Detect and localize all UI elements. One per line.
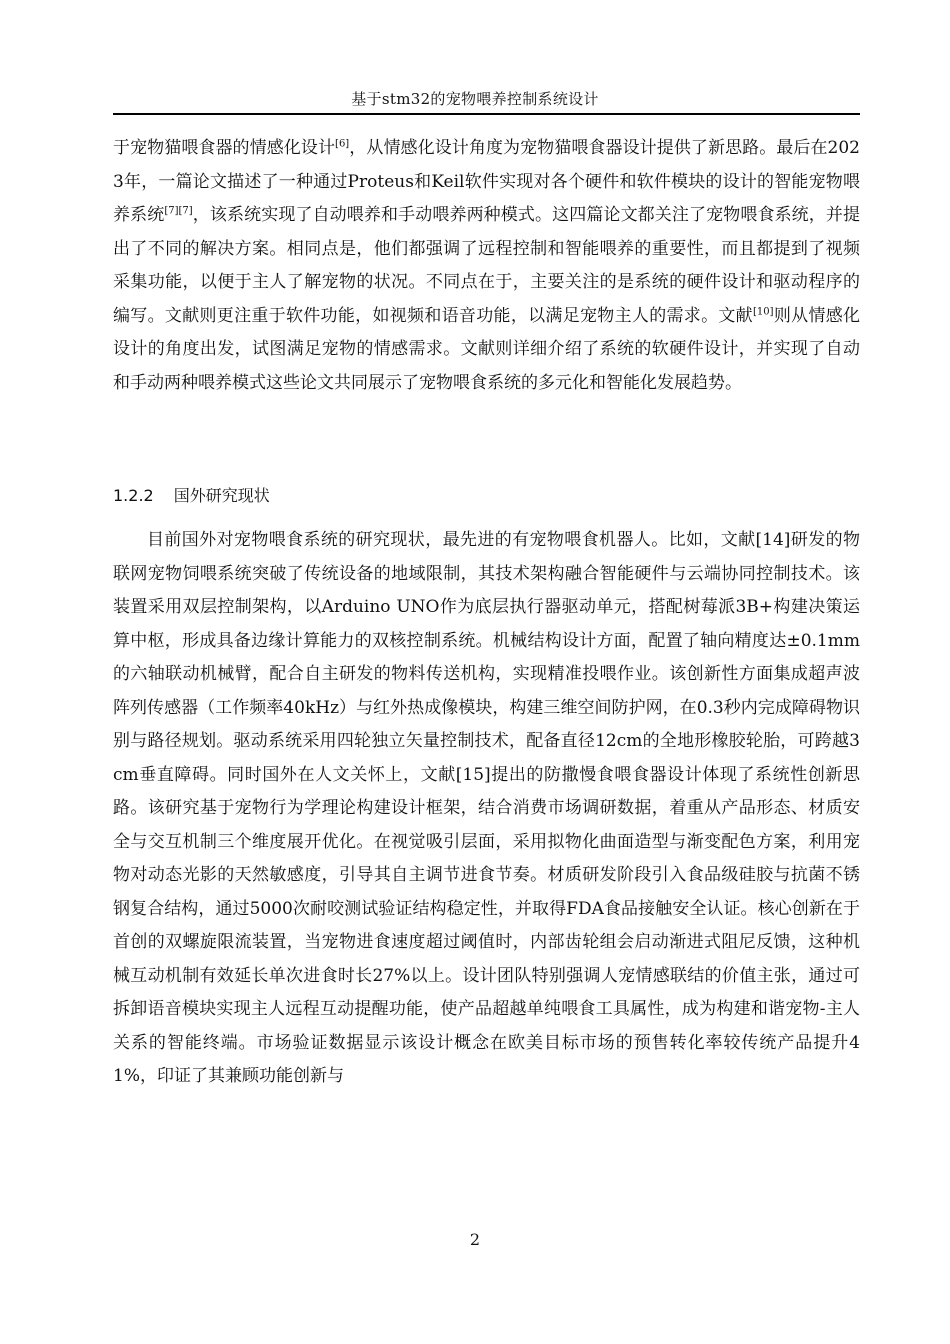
section-heading: [113, 484, 860, 508]
section-title: 国外研究现状: [173, 486, 270, 505]
paragraph-1-text-a: 于宠物猫喂食器的情感化设计: [113, 138, 336, 158]
section-number: 1.2.2: [113, 486, 154, 505]
paragraph-1-text-c: ，该系统实现了自动喂养和手动喂养两种模式。这四篇论文都关注了宠物喂食系统，并提出了不同的解决方案。相同点是，他们都强调了远程控制和智能喂养的重要性，而且都提到了视频采集功能，以便于主人了解宠物的状况。不同点在于，主要关注的是系统的硬件设计和驱动程序的编写。文献则更注重于软件功能，如视频和语音功能，以满足宠物主人的需求。文献: [113, 205, 861, 326]
page-header-title: 基于stm32的宠物喂养控制系统设计: [351, 90, 599, 108]
paragraph-foreign-research: [113, 524, 860, 1094]
citation-10: [10]: [752, 305, 774, 317]
paragraph-1-text-d: 则从情感化设计的角度出发，试图满足宠物的情感需求。文献则详细介绍了系统的软硬件设计，并实现了自动和手动两种喂养模式这些论文共同展示了宠物喂食系统的多元化和智能化发展趋势。: [113, 305, 860, 393]
page-number: 2: [469, 1230, 481, 1249]
paragraph-2-text: 目前国外对宠物喂食系统的研究现状，最先进的有宠物喂食机器人。比如，文献[14]研发的物联网宠物饲喂系统突破了传统设备的地域限制，其技术架构融合智能硬件与云端协同控制技术。该装置采用双层控制架构，以Arduino UNO作为底层执行器驱动单元，搭配树莓派3B+构建决策运算中枢，形成具备边缘计算能力的双核控制系统。机械结构设计方面，配置了轴向精度达±0.1mm的六轴联动机械臂，配合自主研发的物料传送机构，实现精准投喂作业。该创新性方面集成超声波阵列传感器（工作频率40kHz）与红外热成像模块，构建三维空间防护网，在0.3秒内完成障碍物识别与路径规划。驱动系统采用四轮独立矢量控制技术，配备直径12cm的全地形橡胶轮胎，可跨越3cm垂直障碍。同时国外在人文关怀上，文献[15]提出的防撒慢食喂食器设计体现了系统性创新思路。该研究基于宠物行为学理论构建设计框架，结合消费市场调研数据，着重从产品形态、材质安全与交互机制三个维度展开优化。在视觉吸引层面，采用拟物化曲面造型与渐变配色方案，利用宠物对动态光影的天然敏感度，引导其自主调节进食节奏。材质研发阶段引入食品级硅胶与抗菌不锈钢复合结构，通过5000次耐咬测试验证结构稳定性，并取得FDA食品接触安全认证。核心创新在于首创的双螺旋限流装置，当宠物进食速度超过阈值时，内部齿轮组会启动渐进式阻尼反馈，这种机械互动机制有效延长单次进食时长27%以上。设计团队特别强调人宠情感联结的价值主张，通过可拆卸语音模块实现主人远程互动提醒功能，使产品超越单纯喂食工具属性，成为构建和谐宠物-主人关系的智能终端。市场验证数据显示该设计概念在欧美目标市场的预售转化率较传统产品提升41%，印证了其兼顾功能创新与: [113, 530, 860, 1086]
header-rule: [113, 113, 860, 115]
citation-7: [7][7]: [164, 205, 193, 217]
paragraph-1-text-b: ，从情感化设计角度为宠物猫喂食器设计提供了新思路。最后在2023年，一篇论文描述了一种通过Proteus和Keil软件实现对各个硬件和软件模块的设计的智能宠物喂养系统: [113, 138, 860, 225]
paragraph-domestic-summary: [113, 132, 860, 400]
citation-6: [6]: [335, 138, 350, 150]
